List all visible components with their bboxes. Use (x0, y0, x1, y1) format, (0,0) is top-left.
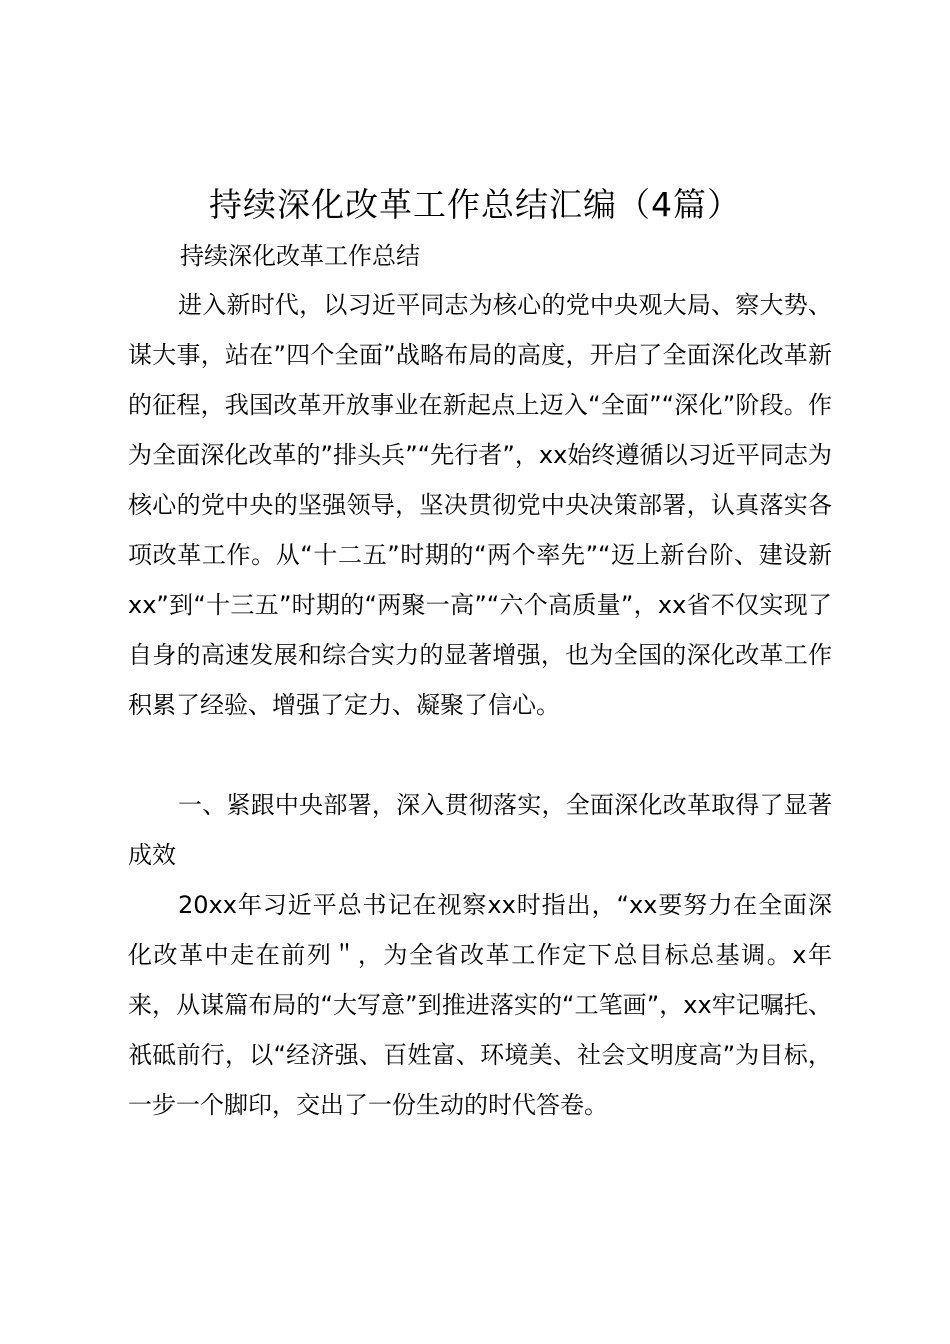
paragraph-intro: 进入新时代，以习近平同志为核心的党中央观大局、察大势、谋大事，站在”四个全面”战略布局的高度，开启了全面深化改革新的征程，我国改革开放事业在新起点上迈入“全面”“深化”阶段。作为全面深化改革的”排头兵”“先行者”，xx始终遵循以习近平同志为核心的党中央的坚强领导，坚决贯彻党中央决策部署，认真落实各项改革工作。从“十二五”时期的“两个率先”“迈上新台阶、建设新xx”到“十三五”时期的“两聚一高”“六个高质量”，xx省不仅实现了自身的高速发展和综合实力的显著增强，也为全国的深化改革工作积累了经验、增强了定力、凝聚了信心。 (128, 291, 832, 719)
document-title: 持续深化改革工作总结汇编（4篇） (209, 185, 741, 224)
section-heading-1: 一、紧跟中央部署，深入贯彻落实，全面深化改革取得了显著成效 (128, 791, 832, 869)
document-subtitle: 持续深化改革工作总结 (180, 242, 420, 270)
paragraph-section-1: 20xx年习近平总书记在视察xx时指出，“xx要努力在全面深化改革中走在前列＂，为全省改革工作定下总目标总基调。x年来，从谋篇布局的“大写意”到推进落实的“工笔画”，xx牢记嘱托、祇砥前行，以“经济强、百姓富、环境美、社会文明度高”为目标，一步一个脚印，交出了一份生动的时代答卷。 (128, 891, 832, 1119)
